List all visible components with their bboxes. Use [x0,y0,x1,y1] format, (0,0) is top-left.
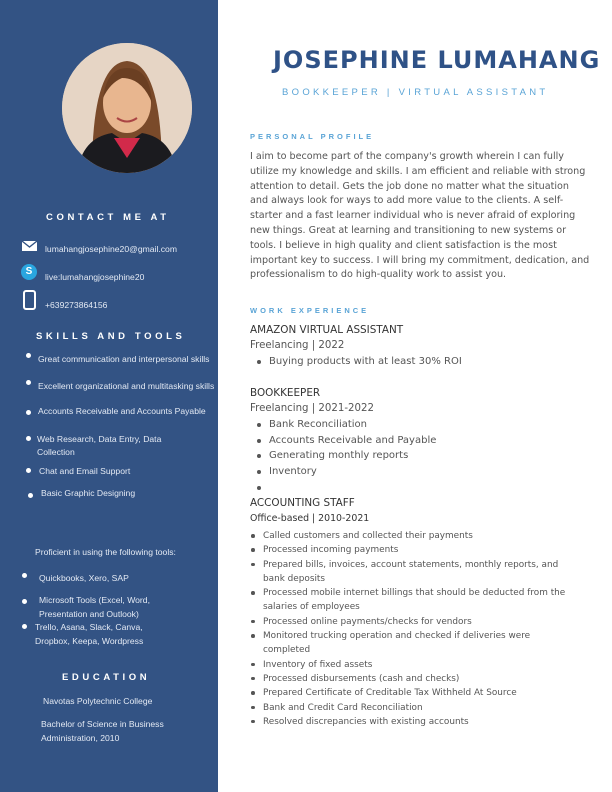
phone-icon [23,290,36,310]
tool-item: Quickbooks, Xero, SAP [39,573,129,583]
job-subtitle: Office-based | 2010-2021 [250,513,370,524]
bullet-icon [26,410,31,415]
contact-email[interactable]: lumahangjosephine20@gmail.com [45,244,177,254]
skill-item: Great communication and interpersonal skills [38,354,210,364]
skills-heading: SKILLS AND TOOLS [36,331,186,342]
duty-item: Bank Reconciliation [250,417,436,433]
tool-item: Microsoft Tools (Excel, Word, Presentation and Outlook) [39,595,150,619]
duty-item: Prepared Certificate of Creditable Tax Withheld At Source [250,686,580,700]
duty-item: Inventory of fixed assets [250,658,580,672]
bullet-icon [22,624,27,629]
bullet-icon [26,468,31,473]
duty-item: Accounts Receivable and Payable [250,433,436,449]
main-content [218,0,612,792]
degree: Bachelor of Science in Business Administration, 2010 [41,719,164,743]
bullet-icon [22,599,27,604]
bullet-icon [22,573,27,578]
bullet-icon [26,380,31,385]
job-subtitle: Freelancing | 2022 [250,340,345,351]
skill-item: Accounts Receivable and Accounts Payable [38,406,206,416]
duty-item: Processed incoming payments [250,543,580,557]
job-subtitle: Freelancing | 2021-2022 [250,403,374,414]
sidebar [0,0,218,792]
job-title: BOOKKEEPER [250,387,321,399]
skill-item: Web Research, Data Entry, Data Collection [37,434,162,457]
job-duties [250,417,436,496]
bullet-icon [26,436,31,441]
contact-heading: CONTACT ME AT [46,212,170,223]
school-name: Navotas Polytechnic College [43,696,153,706]
duty-item: Prepared bills, invoices, account statements, monthly reports, and bank deposits [250,558,580,587]
contact-skype[interactable]: live:lumahangjosephine20 [45,272,145,282]
duty-item: Called customers and collected their payments [250,529,580,543]
bullet-icon [28,493,33,498]
duty-item: Processed mobile internet billings that should be deducted from the salaries of employees [250,586,580,615]
duty-item: Processed disbursements (cash and checks) [250,672,580,686]
education-heading: EDUCATION [62,672,151,683]
job-duties [250,529,580,729]
duty-item: Processed online payments/checks for vendors [250,615,580,629]
duty-item: Monitored trucking operation and checked if deliveries were completed [250,629,580,658]
contact-phone: +639273864156 [45,300,108,310]
bullet-icon [26,353,31,358]
skill-item: Excellent organizational and multitasking skills [38,381,215,391]
duty-item: Generating monthly reports [250,448,436,464]
job-title: ACCOUNTING STAFF [250,497,355,509]
profile-photo [62,43,192,173]
profile-heading: PERSONAL PROFILE [250,132,375,141]
skill-item: Chat and Email Support [39,466,131,476]
skill-item: Basic Graphic Designing [41,488,136,498]
tools-intro: Proficient in using the following tools: [35,547,176,557]
skype-icon: S [21,264,37,280]
candidate-name: JOSEPHINE LUMAHANG [273,46,601,74]
duty-item: Resolved discrepancies with existing accounts [250,715,580,729]
duty-item: Buying products with at least 30% ROI [250,354,462,370]
job-title: AMAZON VIRTUAL ASSISTANT [250,324,404,336]
mail-icon [22,241,37,251]
work-heading: WORK EXPERIENCE [250,306,370,315]
job-duties [250,354,462,370]
duty-item: Inventory [250,464,436,480]
duty-item [250,480,436,496]
candidate-subtitle: BOOKKEEPER | VIRTUAL ASSISTANT [282,87,549,98]
tool-item: Trello, Asana, Slack, Canva, Dropbox, Keepa, Wordpress [35,622,144,646]
duty-item: Bank and Credit Card Reconciliation [250,701,580,715]
profile-text: I aim to become part of the company's growth wherein I can fully utilize my knowledge and skills. I am efficient and reliable with strong attention to detail. Gets the job done no matter what the situation and always look for ways to add more value to the clients. A self-starter and a fast learner individual who is never afraid of exploring new things. Great at learning and transitioning to new systems or tools. I believe in high quality and client satisfaction is the most important key to success. I will bring my commitment, dedication, and professionalism to do high-quality work to assist you. [250,151,590,281]
